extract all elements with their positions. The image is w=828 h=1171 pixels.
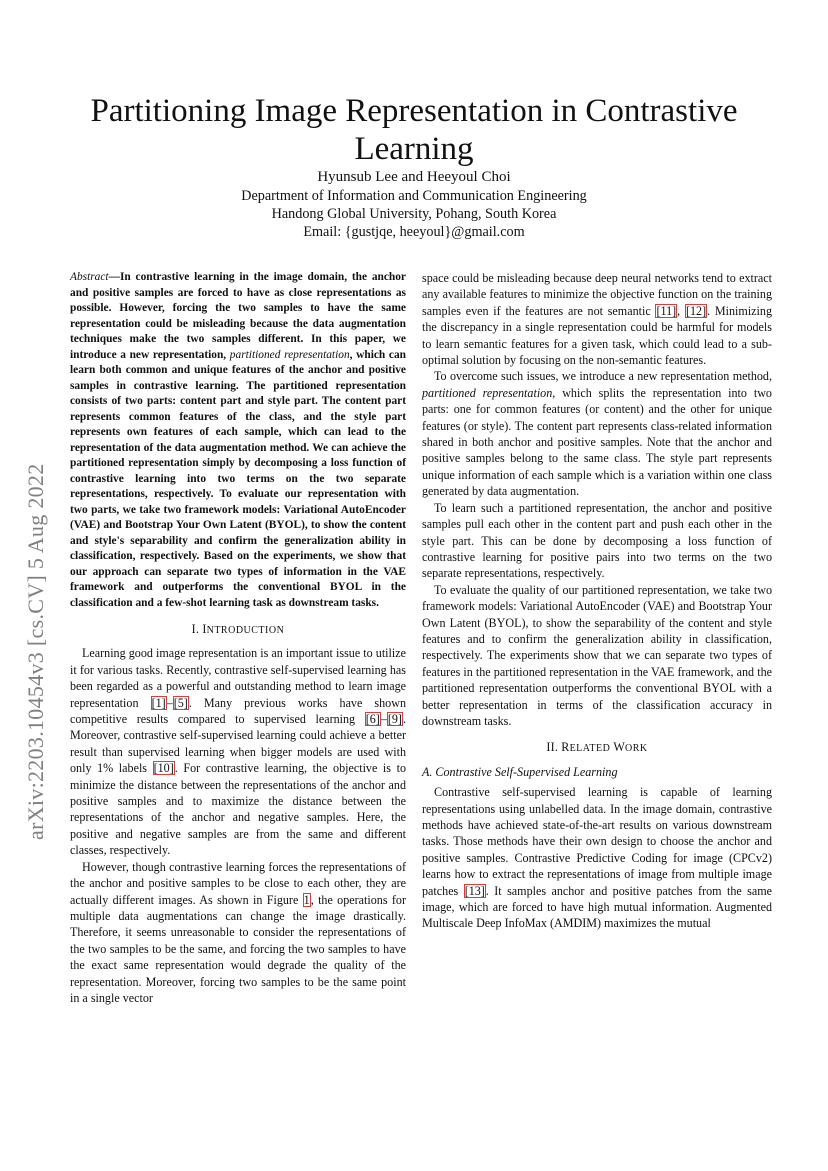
abstract: Abstract—In contrastive learning in the image domain, the anchor and positive samples are forced to have as close representations as possible. However, forcing the two samples to have the same representation could be misleading because the data augmentation techniques make the two samples different. In this paper, we introduce a new representation, partitioned representation, which can learn both common and unique features of the anchor and positive samples in contrastive learning. The partitioned representation consists of two parts: content part and style part. The content part represents common features of the class, and the style part represents own features of each sample, which can lead to the representation of the data augmentation method. We can achieve the partitioned representation simply by decomposing a loss function of contrastive learning into two terms on the two separate representations, respectively. To evaluate our representation with two parts, we take two framework models: Variational AutoEncoder (VAE) and Bootstrap Your Own Latent (BYOL), to show the content and style's separability and confirm the generalization ability in classification, respectively. Based on the experiments, we show that our approach can separate two types of information in the VAE framework and outperforms the conventional BYOL in the classification and a few-shot learning task as downstream tasks. (70, 271, 406, 609)
citation-link[interactable]: [13] (464, 883, 485, 898)
section-heading-related-work: II. RELATED WORK (546, 740, 648, 755)
paragraph: Contrastive self-supervised learning is capable of learning representations using unlabelled data. In the image domain, contrastive methods have achieved state-of-the-art results on various downstream tasks. Those methods have their own design to choose the anchor and positive samples. Contrastive Predictive Coding for image (CPCv2) learns how to extract the representations of image from multiple image patches [13]. It samples anchor and positive patches from the same image, which are forced to have high mutual information. Augmented Multiscale Deep InfoMax (AMDIM) maximizes the mutual (422, 785, 772, 931)
arxiv-watermark: arXiv:2203.10454v3 [cs.CV] 5 Aug 2022 (23, 463, 48, 840)
section-heading-introduction: I. INTRODUCTION (191, 622, 285, 636)
right-column (422, 270, 772, 932)
paragraph: However, though contrastive learning forces the representations of the anchor and positive samples to be close to each other, they are actually different images. As shown in Figure 1, the operations for multiple data augmentations can change the image drastically. Therefore, it seems unreasonable to consider the representations of the two samples to be the same, and forcing the two samples to have the exact same representation would degrade the quality of the representation. Moreover, forcing two samples to be the same point in a single vector (70, 859, 406, 1005)
paragraph: Learning good image representation is an important issue to utilize it for various tasks. Recently, contrastive self-supervised learning has been regarded as a powerful and outstanding method to learn image representation [1]–[5]. Many previous works have shown competitive results compared to supervised learning [6]–[9]. Moreover, contrastive self-supervised learning could achieve a better result than supervised learning when bigger models are used with only 1% labels [10]. For contrastive learning, the objective is to minimize the distance between the representations of the anchor and positive samples and to maximize the distance between the representations of the anchor and negative samples. Here, the positive and negative samples are from the same and different classes, respectively. (70, 646, 407, 858)
affiliation-department: Department of Information and Communication Engineering (241, 188, 587, 204)
citation-link[interactable]: [5] (173, 695, 188, 710)
citation-link[interactable]: [11] (656, 303, 677, 318)
author-names: Hyunsub Lee and Heeyoul Choi (317, 169, 511, 185)
author-block (100, 168, 728, 241)
abstract-label: Abstract (70, 271, 109, 283)
paragraph: To overcome such issues, we introduce a new representation method, partitioned representation, which splits the representation into two parts: one for common features (or content) and the other for unique features (or style). The content part represents class-related information shared in both anchor and positive samples. Note that the anchor and positive samples belong to the same class. The style part represents unique information of each sample which is a variation within one class generated by data augmentation. (422, 369, 772, 499)
citation-link[interactable]: [1] (151, 695, 166, 710)
affiliation-university: Handong Global University, Pohang, South Korea (271, 206, 557, 222)
paragraph: To learn such a partitioned representation, the anchor and positive samples pull each other in the content part and push each other in the style part. This can be done by decomposing a loss function of contrastive learning for positive pairs into two terms on the two separate representations, respectively. (422, 500, 772, 581)
subsection-heading: A. Contrastive Self-Supervised Learning (422, 764, 618, 779)
paragraph: To evaluate the quality of our partitioned representation, we take two framework models: Variational AutoEncoder (VAE) and Bootstrap Your Own Latent (BYOL), to show the separability of the content and style features and to confirm the generalization ability in classification, respectively. The experiments show that we can separate two types of features in the partitioned representation in the VAE framework, and the partitioned representation outperforms the conventional BYOL with a better representation in terms of the classification accuracy in downstream tasks. (422, 582, 772, 728)
paragraph: space could be misleading because deep neural networks tend to extract any available features to minimize the objective function on the training samples even if the features are not semantic [11], [12]. Minimizing the discrepancy in a single representation could be harmful for models to learn semantic features for a given task, which could lead to a sub-optimal solution by focusing on the non-semantic features. (422, 271, 772, 368)
paper-title: Partitioning Image Representation in Contrastive Learning (90, 93, 738, 168)
left-column (70, 270, 406, 1006)
citation-link[interactable]: [9] (387, 712, 402, 727)
citation-link[interactable]: [6] (365, 712, 380, 727)
figure-link[interactable]: 1 (303, 892, 310, 907)
citation-link[interactable]: [12] (685, 303, 707, 318)
author-email: Email: {gustjqe, heeyoul}@gmail.com (303, 224, 525, 240)
citation-link[interactable]: [10] (153, 761, 174, 776)
